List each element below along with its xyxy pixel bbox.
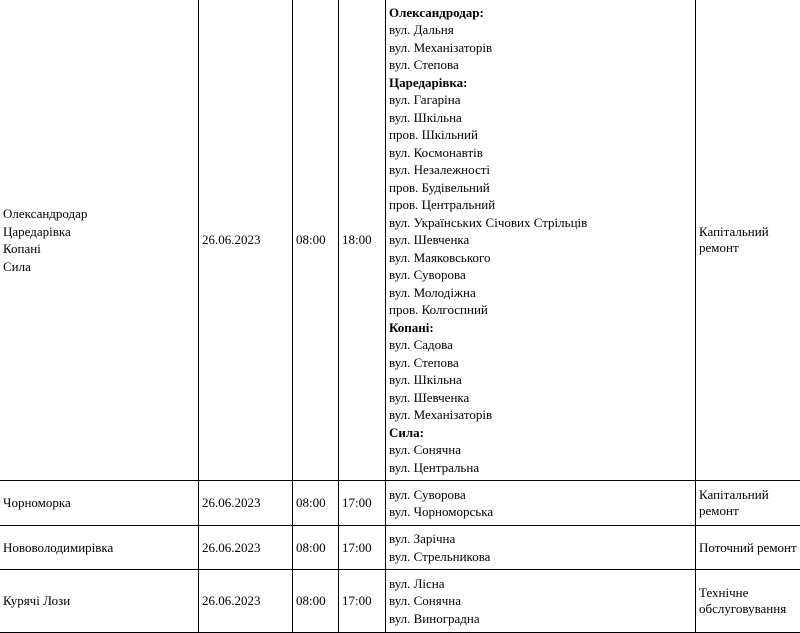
settlement-name: Олександродар [3, 205, 195, 223]
settlement-name: Царедарівка [3, 223, 195, 241]
start-time-cell: 08:00 [293, 570, 339, 633]
settlements-cell [0, 526, 199, 570]
street-item: вул. Суворова [389, 486, 692, 504]
street-item: вул. Українських Січових Стрільців [389, 214, 692, 232]
settlement-name: Чорноморка [3, 494, 195, 512]
street-item: вул. Механізаторів [389, 406, 692, 424]
street-item: вул. Космонавтів [389, 144, 692, 162]
settlement-name: Копані [3, 240, 195, 258]
street-item: пров. Центральний [389, 196, 692, 214]
end-time-cell: 17:00 [339, 526, 386, 570]
street-item: вул. Зарічна [389, 530, 692, 548]
date-cell: 26.06.2023 [199, 0, 293, 481]
start-time-cell: 08:00 [293, 0, 339, 481]
street-item: пров. Шкільний [389, 126, 692, 144]
street-item: вул. Шкільна [389, 371, 692, 389]
table-row [0, 526, 800, 570]
settlements-cell [0, 481, 199, 526]
work-type-cell: Технічне обслуговування [696, 570, 800, 633]
street-item: вул. Лісна [389, 575, 692, 593]
street-item: вул. Сонячна [389, 592, 692, 610]
start-time-cell: 08:00 [293, 526, 339, 570]
street-item: вул. Садова [389, 336, 692, 354]
street-item: вул. Чорноморська [389, 503, 692, 521]
work-type-cell: Поточний ремонт [696, 526, 800, 570]
street-item: вул. Стрельникова [389, 548, 692, 566]
street-item: вул. Шкільна [389, 109, 692, 127]
street-group-heading: Царедарівка: [389, 74, 692, 92]
streets-cell [386, 570, 696, 633]
street-item: пров. Будівельний [389, 179, 692, 197]
street-item: вул. Гагаріна [389, 91, 692, 109]
street-group-heading: Копані: [389, 319, 692, 337]
work-type-cell: Капітальний ремонт [696, 481, 800, 526]
street-group-heading: Сила: [389, 424, 692, 442]
street-item: вул. Суворова [389, 266, 692, 284]
work-type-cell: Капітальний ремонт [696, 0, 800, 481]
street-item: вул. Дальня [389, 21, 692, 39]
streets-cell [386, 481, 696, 526]
date-cell: 26.06.2023 [199, 570, 293, 633]
street-item: вул. Механізаторів [389, 39, 692, 57]
settlement-name: Сила [3, 258, 195, 276]
street-item: вул. Степова [389, 354, 692, 372]
end-time-cell: 17:00 [339, 481, 386, 526]
start-time-cell: 08:00 [293, 481, 339, 526]
street-item: вул. Шевченка [389, 389, 692, 407]
table-row [0, 481, 800, 526]
street-item: пров. Колгоспний [389, 301, 692, 319]
date-cell: 26.06.2023 [199, 481, 293, 526]
streets-cell [386, 526, 696, 570]
street-item: вул. Центральна [389, 459, 692, 477]
end-time-cell: 18:00 [339, 0, 386, 481]
settlements-cell [0, 0, 199, 481]
street-item: вул. Виноградна [389, 610, 692, 628]
end-time-cell: 17:00 [339, 570, 386, 633]
settlements-cell [0, 570, 199, 633]
settlement-name: Курячі Лози [3, 592, 195, 610]
street-item: вул. Сонячна [389, 441, 692, 459]
street-item: вул. Степова [389, 56, 692, 74]
table-row [0, 570, 800, 633]
street-group-heading: Олександродар: [389, 4, 692, 22]
street-item: вул. Незалежності [389, 161, 692, 179]
street-item: вул. Молодіжна [389, 284, 692, 302]
date-cell: 26.06.2023 [199, 526, 293, 570]
street-item: вул. Маяковського [389, 249, 692, 267]
street-item: вул. Шевченка [389, 231, 692, 249]
settlement-name: Нововолодимирівка [3, 539, 195, 557]
streets-cell [386, 0, 696, 481]
